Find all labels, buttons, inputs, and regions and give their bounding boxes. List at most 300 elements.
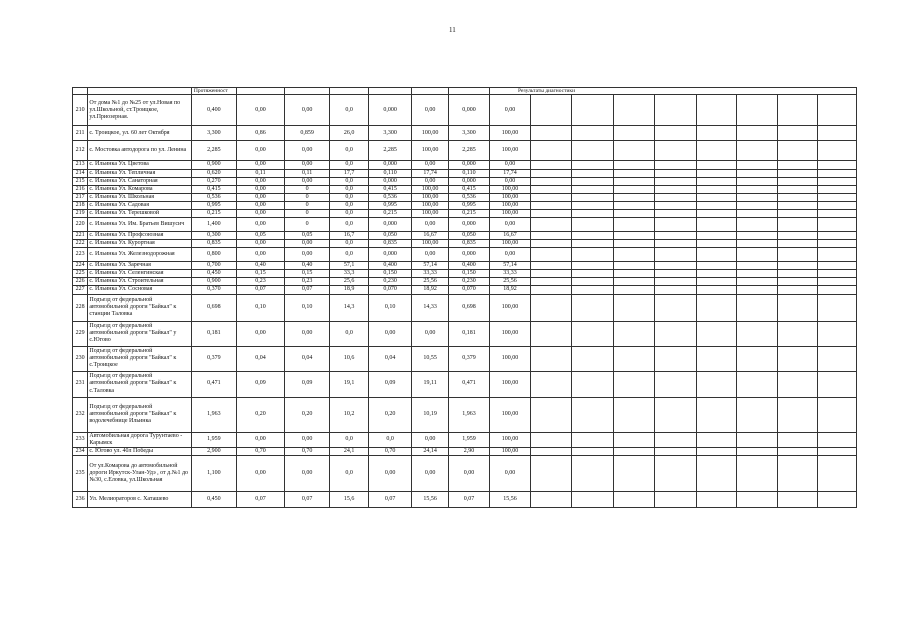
empty-cell — [697, 193, 737, 201]
value-cell: 0,00 — [285, 248, 330, 262]
value-cell: 33,3 — [330, 270, 369, 278]
empty-cell — [614, 455, 655, 491]
value-cell: 10,2 — [330, 397, 369, 432]
value-cell: 0,00 — [236, 321, 284, 346]
value-cell: 100,00 — [490, 346, 531, 371]
empty-cell — [571, 240, 613, 248]
road-name: Автомобильная дорога Турунтаево - Карымск — [88, 432, 192, 447]
value-cell: 1,100 — [191, 455, 236, 491]
value-cell: 0,00 — [490, 95, 531, 126]
value-cell: 10,6 — [330, 346, 369, 371]
value-cell: 0,04 — [236, 346, 284, 371]
empty-cell — [697, 294, 737, 321]
value-cell: 0,11 — [236, 169, 284, 177]
empty-cell — [571, 270, 613, 278]
value-cell: 0,000 — [369, 248, 412, 262]
value-cell: 100,00 — [490, 321, 531, 346]
value-cell: 15,56 — [490, 491, 531, 507]
empty-cell — [777, 294, 817, 321]
value-cell: 1,400 — [191, 218, 236, 232]
value-cell: 100,00 — [490, 447, 531, 455]
value-cell: 0,07 — [369, 491, 412, 507]
table-row — [73, 141, 857, 161]
road-name: Подъезд от федеральной автомобильной дороги "Байкал" к с.Троицкое — [88, 346, 192, 371]
empty-cell — [571, 193, 613, 201]
value-cell: 0,05 — [285, 232, 330, 240]
empty-cell — [654, 491, 696, 507]
empty-cell — [697, 201, 737, 209]
value-cell: 0,0 — [330, 218, 369, 232]
value-cell: 14,3 — [330, 294, 369, 321]
value-cell: 0,00 — [285, 432, 330, 447]
table-row — [73, 371, 857, 397]
value-cell: 0,181 — [191, 321, 236, 346]
value-cell: 2,900 — [191, 447, 236, 455]
row-number: 230 — [73, 346, 88, 371]
value-cell: 0,050 — [449, 232, 490, 240]
row-number: 215 — [73, 177, 88, 185]
page-number: 11 — [449, 26, 456, 34]
value-cell: 0,00 — [236, 432, 284, 447]
empty-cell — [614, 346, 655, 371]
empty-cell — [777, 141, 817, 161]
empty-cell — [777, 371, 817, 397]
empty-cell — [777, 177, 817, 185]
table-row — [73, 95, 857, 126]
value-cell: 0,110 — [369, 169, 412, 177]
empty-cell — [736, 161, 777, 169]
empty-cell — [736, 248, 777, 262]
empty-cell — [614, 321, 655, 346]
empty-cell — [531, 193, 572, 201]
empty-cell — [736, 201, 777, 209]
value-cell: 17,74 — [490, 169, 531, 177]
empty-cell — [614, 248, 655, 262]
empty-cell — [817, 161, 856, 169]
empty-cell — [736, 346, 777, 371]
empty-cell — [571, 177, 613, 185]
empty-cell — [531, 126, 572, 141]
value-cell: 0,04 — [369, 346, 412, 371]
value-cell: 0,0 — [330, 455, 369, 491]
empty-cell — [571, 161, 613, 169]
road-name: с. Ильинка Ул. Железнодорожная — [88, 248, 192, 262]
empty-cell — [531, 294, 572, 321]
empty-cell — [654, 177, 696, 185]
value-cell: 0,15 — [285, 270, 330, 278]
empty-cell — [697, 397, 737, 432]
value-cell: 0,900 — [191, 161, 236, 169]
empty-cell — [777, 278, 817, 286]
empty-cell — [817, 209, 856, 217]
value-cell: 0,00 — [236, 177, 284, 185]
empty-cell — [697, 491, 737, 507]
empty-cell — [654, 248, 696, 262]
empty-cell — [777, 447, 817, 455]
empty-cell — [697, 232, 737, 240]
value-cell: 0,835 — [449, 240, 490, 248]
empty-cell — [817, 141, 856, 161]
value-cell: 0,400 — [449, 262, 490, 270]
empty-cell — [697, 346, 737, 371]
value-cell: 0,536 — [191, 193, 236, 201]
value-cell: 0,15 — [236, 270, 284, 278]
value-cell: 0,000 — [449, 248, 490, 262]
value-cell: 0,00 — [236, 193, 284, 201]
value-cell: 15,56 — [412, 491, 449, 507]
row-number: 214 — [73, 169, 88, 177]
empty-cell — [777, 232, 817, 240]
empty-cell — [817, 262, 856, 270]
value-cell: 0,00 — [490, 177, 531, 185]
value-cell: 0,00 — [412, 248, 449, 262]
value-cell: 0,0 — [330, 95, 369, 126]
table-row — [73, 193, 857, 201]
empty-cell — [654, 201, 696, 209]
header-cell — [236, 88, 284, 95]
table-row — [73, 177, 857, 185]
empty-cell — [697, 278, 737, 286]
empty-cell — [571, 185, 613, 193]
value-cell: 0,0 — [330, 177, 369, 185]
value-cell: 0,471 — [449, 371, 490, 397]
value-cell: 100,00 — [490, 240, 531, 248]
value-cell: 0,230 — [369, 278, 412, 286]
empty-cell — [736, 240, 777, 248]
value-cell: 1,959 — [191, 432, 236, 447]
empty-cell — [531, 278, 572, 286]
empty-cell — [817, 286, 856, 294]
value-cell: 100,00 — [412, 240, 449, 248]
value-cell: 0,0 — [330, 193, 369, 201]
value-cell: 57,1 — [330, 262, 369, 270]
empty-cell — [817, 240, 856, 248]
empty-cell — [817, 185, 856, 193]
value-cell: 0,400 — [369, 262, 412, 270]
empty-cell — [614, 218, 655, 232]
value-cell: 0,00 — [236, 95, 284, 126]
road-name: с. Ильинка Ул. Селенгинская — [88, 270, 192, 278]
value-cell: 0,11 — [285, 169, 330, 177]
value-cell: 0,00 — [412, 321, 449, 346]
value-cell: 0,00 — [412, 177, 449, 185]
table-row — [73, 491, 857, 507]
value-cell: 0,70 — [285, 447, 330, 455]
value-cell: 100,00 — [490, 126, 531, 141]
road-name: с. Ильинка Ул. Сосновая — [88, 286, 192, 294]
empty-cell — [531, 177, 572, 185]
empty-cell — [736, 169, 777, 177]
row-number: 235 — [73, 455, 88, 491]
value-cell: 0,995 — [191, 201, 236, 209]
empty-cell — [817, 346, 856, 371]
empty-cell — [817, 447, 856, 455]
empty-cell — [817, 371, 856, 397]
empty-cell — [817, 397, 856, 432]
value-cell: 0,05 — [236, 232, 284, 240]
value-cell: 0,20 — [285, 397, 330, 432]
empty-cell — [571, 169, 613, 177]
empty-cell — [697, 447, 737, 455]
value-cell: 0,00 — [236, 141, 284, 161]
value-cell: 0,215 — [191, 209, 236, 217]
empty-cell — [531, 286, 572, 294]
empty-cell — [614, 294, 655, 321]
value-cell: 0,09 — [285, 371, 330, 397]
value-cell: 3,300 — [449, 126, 490, 141]
value-cell: 16,67 — [490, 232, 531, 240]
empty-cell — [736, 294, 777, 321]
value-cell: 0,00 — [236, 218, 284, 232]
value-cell: 100,00 — [490, 371, 531, 397]
road-name: с. Мостовка автодорога по ул. Ленина — [88, 141, 192, 161]
empty-cell — [817, 177, 856, 185]
value-cell: 100,00 — [490, 432, 531, 447]
empty-cell — [736, 397, 777, 432]
value-cell: 0,00 — [236, 455, 284, 491]
value-cell: 100,00 — [490, 193, 531, 201]
header-cell — [412, 88, 449, 95]
table-row — [73, 270, 857, 278]
value-cell: 0,00 — [285, 321, 330, 346]
empty-cell — [736, 218, 777, 232]
empty-cell — [571, 201, 613, 209]
value-cell: 0,23 — [285, 278, 330, 286]
empty-cell — [614, 126, 655, 141]
value-cell: 25,56 — [412, 278, 449, 286]
value-cell: 0,859 — [285, 126, 330, 141]
empty-cell — [817, 218, 856, 232]
header-cell — [369, 88, 412, 95]
row-number: 222 — [73, 240, 88, 248]
value-cell: 0 — [285, 185, 330, 193]
empty-cell — [817, 126, 856, 141]
empty-cell — [654, 270, 696, 278]
empty-cell — [777, 169, 817, 177]
row-number: 212 — [73, 141, 88, 161]
empty-cell — [531, 262, 572, 270]
road-name: с. Ильинка Ул. Цветова — [88, 161, 192, 169]
empty-cell — [571, 432, 613, 447]
value-cell: 2,285 — [191, 141, 236, 161]
value-cell: 0,86 — [236, 126, 284, 141]
empty-cell — [697, 177, 737, 185]
value-cell: 0,0 — [330, 240, 369, 248]
empty-cell — [777, 321, 817, 346]
empty-cell — [736, 141, 777, 161]
row-number: 228 — [73, 294, 88, 321]
value-cell: 0,370 — [191, 286, 236, 294]
diagnostics-table-container — [72, 87, 857, 563]
value-cell: 0,215 — [449, 209, 490, 217]
empty-cell — [697, 95, 737, 126]
row-number: 234 — [73, 447, 88, 455]
empty-cell — [571, 218, 613, 232]
value-cell: 0,0 — [330, 201, 369, 209]
value-cell: 100,00 — [412, 201, 449, 209]
empty-cell — [697, 161, 737, 169]
empty-cell — [614, 270, 655, 278]
empty-cell — [571, 232, 613, 240]
empty-cell — [531, 161, 572, 169]
value-cell: 0,09 — [369, 371, 412, 397]
value-cell: 100,00 — [412, 193, 449, 201]
value-cell: 16,67 — [412, 232, 449, 240]
empty-cell — [736, 209, 777, 217]
empty-cell — [614, 286, 655, 294]
empty-cell — [777, 201, 817, 209]
value-cell: 0,000 — [449, 177, 490, 185]
value-cell: 2,90 — [449, 447, 490, 455]
value-cell: 0,00 — [490, 161, 531, 169]
value-cell: 0,40 — [236, 262, 284, 270]
value-cell: 0,800 — [191, 248, 236, 262]
value-cell: 0,471 — [191, 371, 236, 397]
value-cell: 0,379 — [191, 346, 236, 371]
row-number: 231 — [73, 371, 88, 397]
table-row — [73, 455, 857, 491]
empty-cell — [817, 455, 856, 491]
empty-cell — [654, 209, 696, 217]
value-cell: 100,00 — [412, 209, 449, 217]
value-cell: 0,698 — [449, 294, 490, 321]
value-cell: 0,415 — [449, 185, 490, 193]
empty-cell — [531, 240, 572, 248]
road-name: с. Ильинка Ул. Комарова — [88, 185, 192, 193]
empty-cell — [531, 185, 572, 193]
empty-cell — [654, 240, 696, 248]
empty-cell — [654, 321, 696, 346]
empty-cell — [571, 95, 613, 126]
row-number: 232 — [73, 397, 88, 432]
value-cell: 0,835 — [191, 240, 236, 248]
row-number: 224 — [73, 262, 88, 270]
empty-cell — [817, 491, 856, 507]
value-cell: 0,00 — [412, 432, 449, 447]
empty-cell — [654, 286, 696, 294]
value-cell: 15,6 — [330, 491, 369, 507]
row-number: 229 — [73, 321, 88, 346]
empty-cell — [654, 126, 696, 141]
value-cell: 33,33 — [490, 270, 531, 278]
value-cell: 0,230 — [449, 278, 490, 286]
value-cell: 3,300 — [369, 126, 412, 141]
table-row — [73, 209, 857, 217]
row-number: 223 — [73, 248, 88, 262]
road-name: Подъезд от федеральной автомобильной дороги "Байкал" к с.Таловка — [88, 371, 192, 397]
value-cell: 17,7 — [330, 169, 369, 177]
value-cell: 0,995 — [369, 201, 412, 209]
empty-cell — [697, 262, 737, 270]
value-cell: 0,000 — [449, 161, 490, 169]
row-number: 225 — [73, 270, 88, 278]
value-cell: 0 — [285, 209, 330, 217]
empty-cell — [817, 270, 856, 278]
empty-cell — [654, 262, 696, 270]
value-cell: 0,379 — [449, 346, 490, 371]
value-cell: 0,07 — [236, 491, 284, 507]
empty-cell — [777, 218, 817, 232]
value-cell: 0,415 — [191, 185, 236, 193]
empty-cell — [571, 397, 613, 432]
value-cell: 0,0 — [330, 248, 369, 262]
value-cell: 0,400 — [191, 95, 236, 126]
value-cell: 2,285 — [449, 141, 490, 161]
row-number: 236 — [73, 491, 88, 507]
value-cell: 0,0 — [330, 185, 369, 193]
value-cell: 0,00 — [369, 455, 412, 491]
empty-cell — [697, 209, 737, 217]
empty-cell — [531, 455, 572, 491]
value-cell: 0,536 — [449, 193, 490, 201]
road-name: От дома №1 до №25 от ул.Новая по ул.Школьной, ст.Троицкое, ул.Приозерная. — [88, 95, 192, 126]
empty-cell — [777, 262, 817, 270]
empty-cell — [531, 270, 572, 278]
value-cell: 0,150 — [369, 270, 412, 278]
empty-cell — [531, 232, 572, 240]
value-cell: 16,7 — [330, 232, 369, 240]
empty-cell — [531, 491, 572, 507]
value-cell: 25,56 — [490, 278, 531, 286]
empty-cell — [571, 371, 613, 397]
value-cell: 0,00 — [285, 240, 330, 248]
row-number: 221 — [73, 232, 88, 240]
empty-cell — [736, 286, 777, 294]
value-cell: 0,450 — [191, 270, 236, 278]
empty-cell — [614, 240, 655, 248]
empty-cell — [571, 278, 613, 286]
road-name: с. Югово ул. 40л Победы — [88, 447, 192, 455]
value-cell: 0,0 — [330, 209, 369, 217]
row-number: 211 — [73, 126, 88, 141]
road-name: с. Троицкое, ул. 60 лет Октября — [88, 126, 192, 141]
empty-cell — [571, 447, 613, 455]
empty-cell — [777, 286, 817, 294]
header-cell — [73, 88, 88, 95]
value-cell: 0,070 — [449, 286, 490, 294]
road-name: Подъезд от федеральной автомобильной дороги "Байкал" у с.Югово — [88, 321, 192, 346]
value-cell: 0,000 — [449, 95, 490, 126]
value-cell: 0,00 — [285, 177, 330, 185]
empty-cell — [777, 209, 817, 217]
value-cell: 0 — [285, 201, 330, 209]
empty-cell — [736, 177, 777, 185]
empty-cell — [736, 432, 777, 447]
value-cell: 0,10 — [285, 294, 330, 321]
empty-cell — [614, 232, 655, 240]
empty-cell — [571, 286, 613, 294]
value-cell: 0,00 — [412, 161, 449, 169]
header-results: Результаты диагностики — [490, 88, 857, 95]
road-name: с. Ильинка Ул. Санаторная — [88, 177, 192, 185]
empty-cell — [777, 185, 817, 193]
empty-cell — [654, 447, 696, 455]
empty-cell — [736, 126, 777, 141]
row-number: 219 — [73, 209, 88, 217]
value-cell: 26,0 — [330, 126, 369, 141]
value-cell: 0,270 — [191, 177, 236, 185]
empty-cell — [614, 193, 655, 201]
empty-cell — [531, 218, 572, 232]
empty-cell — [736, 232, 777, 240]
value-cell: 0,181 — [449, 321, 490, 346]
empty-cell — [654, 232, 696, 240]
empty-cell — [654, 218, 696, 232]
empty-cell — [777, 240, 817, 248]
value-cell: 0,40 — [285, 262, 330, 270]
row-number: 217 — [73, 193, 88, 201]
value-cell: 0,00 — [236, 209, 284, 217]
